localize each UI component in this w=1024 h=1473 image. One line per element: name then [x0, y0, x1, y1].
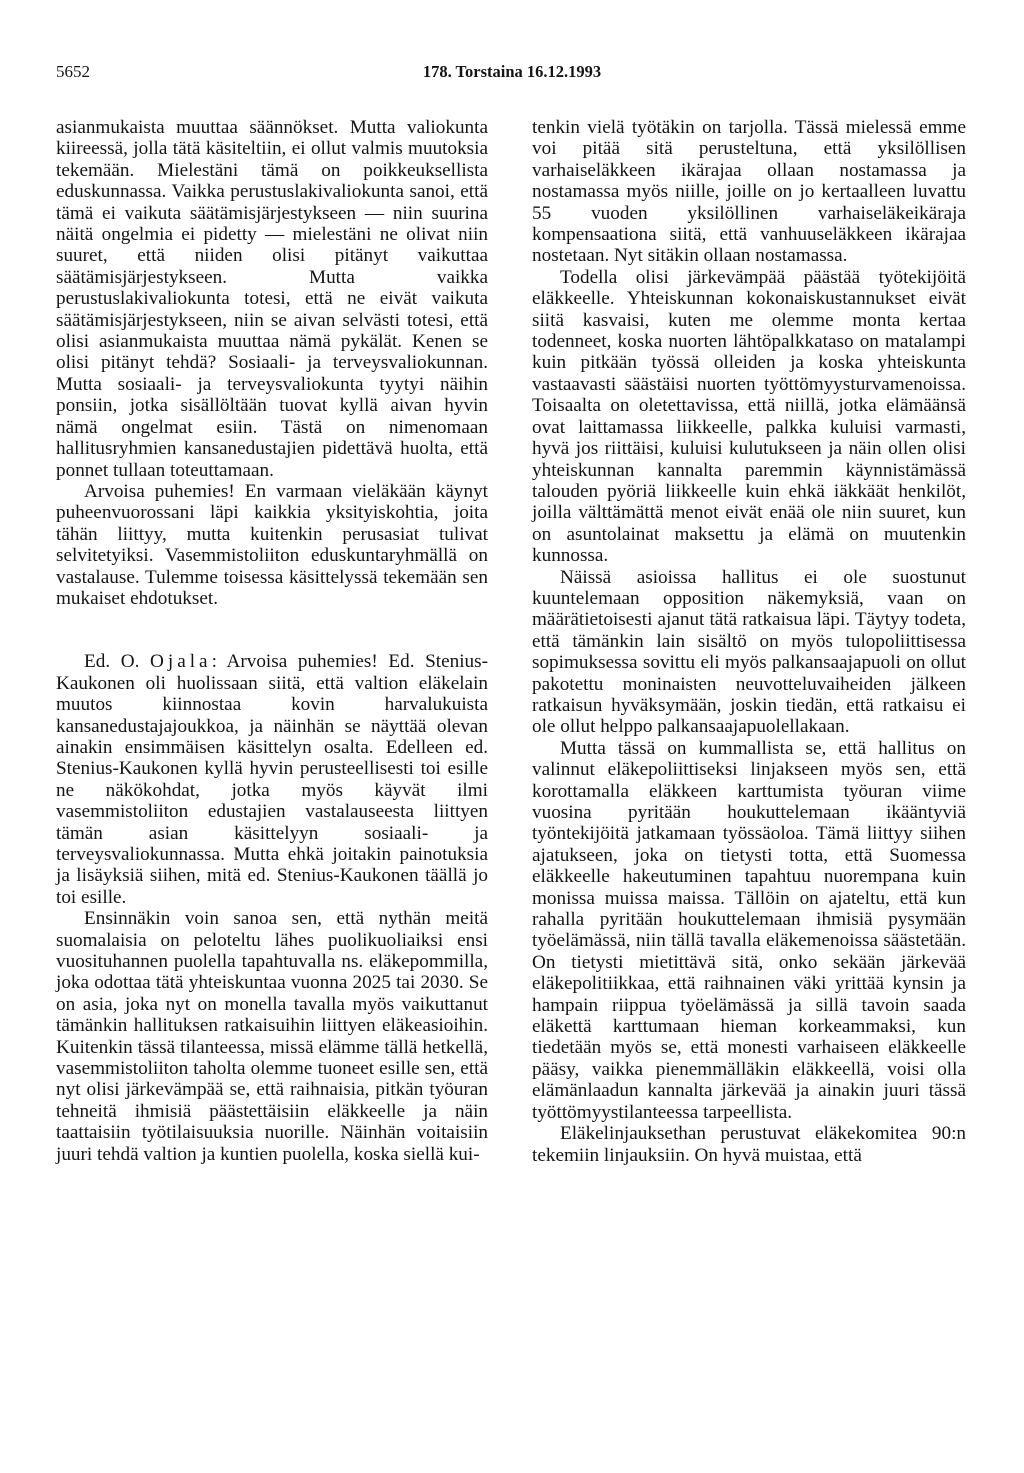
- left-paragraph-1: asianmukaista muuttaa säännökset. Mutta valiokunta kiireessä, jolla tätä käsiteltiin, ei ollut valmis muutoksia tekemään. Mielestäni tämä on poikkeuksellista eduskunnassa. Vaikka perustuslakivaliokunta sanoi, että tämä ei vaikuta säätämisjärjestykseen — niin suurina näitä ongelmia ei pidetty — mielestäni ne olivat niin suuret, että niiden olisi pitänyt vaikuttaa säätämisjärjestykseen. Mutta vaikka perustuslakivaliokunta totesi, että ne eivät vaikuta säätämisjärjestykseen, niin se aivan selvästi totesi, että olisi asianmukaista muuttaa nämä pykälät. Kenen se olisi pitänyt tehdä? Sosiaali- ja terveysvaliokunnan. Mutta sosiaali- ja terveysvaliokunta tyytyi näihin ponsiin, jotka sisällöltään tuovat kyllä aivan hyvin nämä ongelmat esiin. Tästä on nimenomaan hallitusryhmien kansanedustajien pidettävä huolta, että ponnet tullaan toteuttamaan.: [56, 117, 488, 481]
- speaker-name: Ojala: [150, 651, 212, 673]
- right-paragraph-2: Todella olisi järkevämpää päästää työtekijöitä eläkkeelle. Yhteiskunnan kokonaiskustannukset eivät siitä kasvaisi, kuten me olemme monta kertaa todenneet, koska nuorten lähtöpalkkataso on matalampi kuin pitkään työssä olleiden ja koska yhteiskunta vastaavasti säästäisi nuorten työttömyysturvamenoissa. Toisaalta on oletettavissa, että niillä, jotka elämäänsä ovat laittamassa liikkeelle, palkka kuluisi varmasti, hyvä jos riittäisi, kuluisi kulutukseen ja näin ollen olisi yhteiskunnan kannalta paremmin käynnistämässä talouden pyöriä liikkeelle kuin ehkä iäkkäät henkilöt, joilla välttämättä menot eivät enää ole niin suuret, kun on asuntolainat maksettu ja elämä on muutenkin kunnossa.: [532, 266, 966, 567]
- right-paragraph-5: Eläkelinjauksethan perustuvat eläkekomitea 90:n tekemiin linjauksiin. On hyvä muistaa, että: [532, 1123, 966, 1166]
- speech-text: Arvoisa puhemies! Ed. Stenius-Kaukonen oli huolissaan siitä, että valtion eläkelain muutos kiinnostaa kovin harvalukuista kansanedustajajoukkoa, ja näinhän se näyttää olevan ainakin ensimmäisen käsittelyn osalta. Edelleen ed. Stenius-Kaukonen kyllä hyvin perusteellisesti toi esille ne näkökohdat, jotka myös käyvät ilmi vasemmistoliiton edustajien vastalauseesta liittyen tämän asian käsittelyyn sosiaali- ja terveysvaliokunnassa. Mutta ehkä joitakin painotuksia ja lisäyksiä siihen, mitä ed. Stenius-Kaukonen täällä jo toi esille.: [56, 651, 489, 908]
- speaker-prefix: Ed. O.: [84, 651, 140, 673]
- right-paragraph-4: Mutta tässä on kummallista se, että hallitus on valinnut eläkepoliittiseksi linjakseen myös sen, että korottamalla eläkkeen karttumista työuran viime vuosina pyritään houkuttelemaan ikääntyviä työntekijöitä jatkamaan työssäoloa. Tämä liittyy siihen ajatukseen, joka on tietysti totta, että Suomessa eläkkeelle hakeutuminen tapahtuu nuorempana kuin monissa muissa maissa. Tällöin on ajateltu, että kun rahalla pyritään houkuttelemaan ihmisiä pysymään työelämässä, niin tällä tavalla eläkemenoissa säästetään. On tietysti mietittävä sitä, onko sekään järkevää eläkepolitiikkaa, että raihnainen väki yrittää kynsin ja hampain riippua työelämässä ja sillä tavoin saada eläkettä karttumaan hieman korkeammaksi, kun tiedetään myös se, että monesti varhaiseen eläkkeelle pääsy, vaikka pienemmälläkin eläkkeellä, voisi olla elämänlaadun kannalta järkevää ja ainakin juuri tässä työttömyystilanteessa tarpeellista.: [532, 737, 966, 1123]
- right-paragraph-1: tenkin vielä työtäkin on tarjolla. Tässä mielessä emme voi pitää sitä perusteltuna, että yksilöllisen varhaiseläkkeen ikärajaa ollaan nostamassa ja nostamassa myös niille, joille on jo kertaalleen luvattu 55 vuoden yksilöllinen varhaiseläkeikäraja kompensaationa siitä, että vanhuuseläkkeen ikärajaa nostetaan. Nyt sitäkin ollaan nostamassa.: [532, 117, 966, 267]
- page-header: [56, 62, 968, 86]
- right-paragraph-3: Näissä asioissa hallitus ei ole suostunut kuuntelemaan opposition näkemyksiä, vaan on määrätietoisesti ajanut tätä ratkaisua läpi. Täytyy todeta, että tämänkin lain sisältö on myös tulopoliittisessa sopimuksessa sovittu eli myös palkansaajapuoli on ollut pakotettu moninaisten neuvotteluvaiheiden jälkeen ratkaisun hyväksymään, joskin tiedän, että ratkaisu ei ole ollut helppo palkansaajapuolellakaan.: [532, 566, 966, 738]
- session-title: 178. Torstaina 16.12.1993: [422, 62, 602, 81]
- speech-paragraph: [56, 651, 488, 908]
- page-number: 5652: [56, 62, 90, 81]
- left-paragraph-2: Arvoisa puhemies! En varmaan vieläkään käynyt puheenvuorossani läpi kaikkia yksityiskohtia, joita tähän liittyy, mutta kuitenkin perusasiat tulivat selvitetyiksi. Vasemmistoliiton eduskuntaryhmällä on vastalause. Tulemme toisessa käsittelyssä tekemään sen mukaiset ehdotukset.: [56, 480, 488, 609]
- speaker-colon: :: [211, 651, 217, 673]
- right-column: [532, 117, 966, 1166]
- left-paragraph-4: Ensinnäkin voin sanoa sen, että nythän meitä suomalaisia on peloteltu lähes puolikuoliaiksi ensi vuosituhannen puolella tapahtuvalla ns. eläkepommilla, joka odottaa tätä yhteiskuntaa vuonna 2025 tai 2030. Se on asia, joka nyt on monella tavalla myös vaikuttanut tämänkin hallituksen ratkaisuihin liittyen eläkeasioihin. Kuitenkin tässä tilanteessa, missä elämme tällä hetkellä, vasemmistoliiton taholta olemme tuoneet esille sen, että nyt olisi järkevämpää se, että raihnaisia, pitkän työuran tehneitä ihmisiä päästettäisiin eläkkeelle ja näin taattaisiin työtilaisuuksia nuorille. Näinhän voitaisiin juuri tehdä valtion ja kuntien puolella, koska siellä kui-: [56, 908, 488, 1165]
- left-column: [56, 117, 488, 1165]
